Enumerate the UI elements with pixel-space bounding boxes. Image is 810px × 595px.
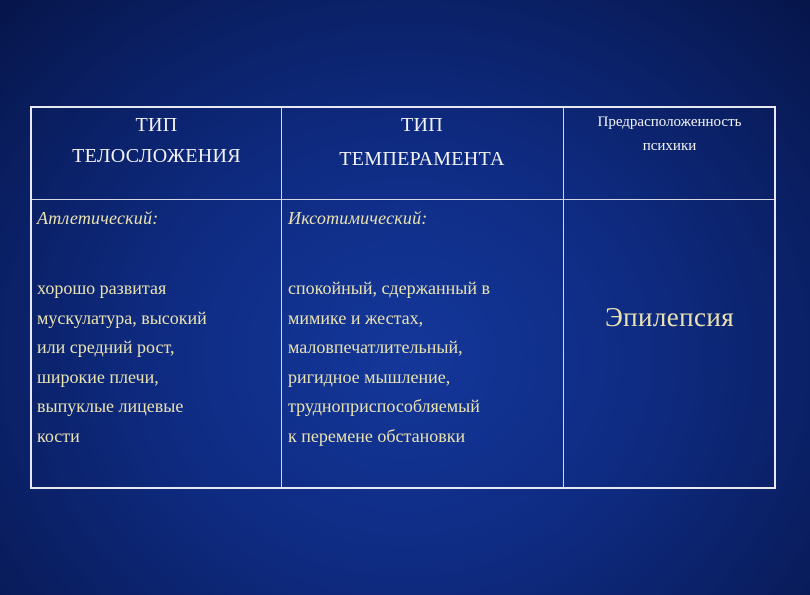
header-temperament-line1: ТИП: [400, 114, 443, 136]
header-predisposition: [563, 110, 776, 158]
temperament-line: трудноприспособляемый: [288, 396, 480, 416]
header-temperament: [281, 108, 563, 176]
predisposition-value: Эпилепсия: [604, 302, 735, 332]
header-body-type-line2: ТЕЛОСЛОЖЕНИЯ: [72, 145, 241, 167]
temperament-line: маловпечатлительный,: [288, 337, 463, 357]
body-type-line: или средний рост,: [37, 337, 175, 357]
header-body-type: [32, 110, 281, 172]
body-type-line: хорошо развитая: [37, 278, 167, 298]
body-type-line: мускулатура, высокий: [37, 307, 207, 328]
temperament-line: к перемене обстановки: [288, 425, 466, 446]
temperament-line: спокойный, сдержанный в: [288, 278, 490, 298]
body-type-name: Атлетический:: [37, 208, 159, 228]
temperament-name: Иксотимический:: [288, 208, 428, 228]
header-divider: [32, 199, 774, 200]
header-predisposition-line1: Предрасположенность: [597, 114, 742, 130]
personality-table: [30, 106, 776, 489]
body-type-line: выпуклые лицевые: [37, 396, 184, 416]
header-temperament-line2: ТЕМПЕРАМЕНТА: [339, 148, 505, 170]
body-type-line: широкие плечи,: [37, 366, 159, 387]
temperament-line: ригидное мышление,: [288, 366, 451, 387]
body-type-description: [37, 274, 281, 451]
body-type-line: кости: [37, 425, 80, 446]
temperament-description: [288, 274, 563, 451]
column-divider-2: [563, 108, 564, 487]
temperament-line: мимике и жестах,: [288, 307, 424, 328]
header-predisposition-line2: психики: [642, 138, 697, 154]
header-body-type-line1: ТИП: [135, 114, 178, 136]
